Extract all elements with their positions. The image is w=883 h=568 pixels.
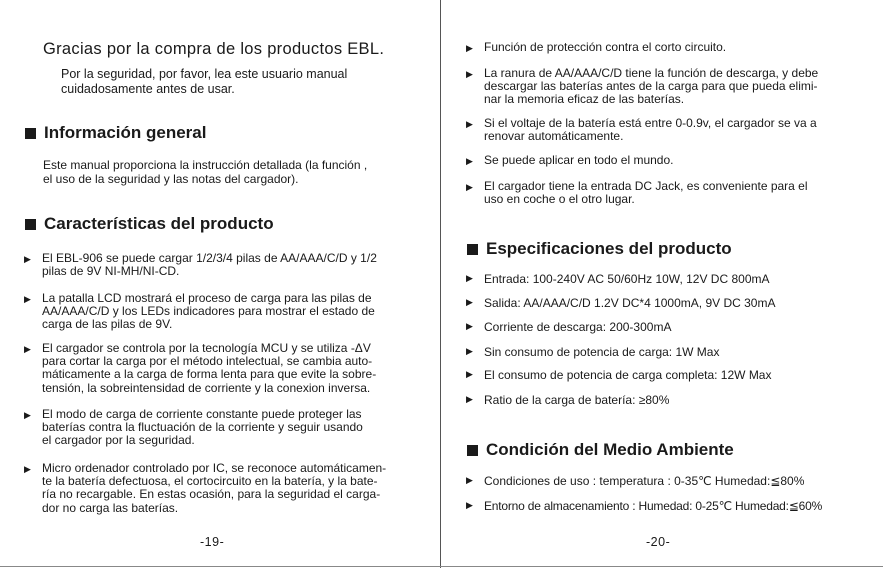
square-bullet-icon xyxy=(25,128,36,139)
spec-item xyxy=(466,368,772,382)
specs-heading xyxy=(467,239,732,259)
intro-line: Por la seguridad, por favor, lea este usuario manual xyxy=(61,67,348,81)
feature-line: Se puede aplicar en todo el mundo. xyxy=(484,153,674,167)
square-bullet-icon xyxy=(25,219,36,230)
intro-text xyxy=(61,67,347,96)
spec-item xyxy=(466,272,770,286)
triangle-bullet-icon: ▶ xyxy=(24,254,31,264)
triangle-bullet-icon: ▶ xyxy=(466,119,473,129)
triangle-bullet-icon: ▶ xyxy=(466,273,473,283)
triangle-bullet-icon: ▶ xyxy=(24,410,31,420)
page-19 xyxy=(0,0,440,568)
triangle-bullet-icon: ▶ xyxy=(466,346,473,356)
feature-line: el cargador por la seguridad. xyxy=(42,433,195,448)
heading-text: Características del producto xyxy=(44,214,274,233)
feature-line: ría no recargable. En estas ocasión, para la seguridad el carga- xyxy=(42,487,381,502)
triangle-bullet-icon: ▶ xyxy=(466,43,473,53)
general-text xyxy=(43,159,367,186)
spec-text: Ratio de la carga de batería: ≥80% xyxy=(484,393,670,407)
page-20 xyxy=(441,0,883,568)
env-item xyxy=(466,499,823,513)
feature-line: pilas de 9V NI-MH/NI-CD. xyxy=(42,264,180,279)
feature-line: El cargador tiene la entrada DC Jack, es conveniente para el xyxy=(484,179,808,193)
triangle-bullet-icon: ▶ xyxy=(466,369,473,379)
feature-line: tensión, la sobreintensidad de corriente y la conexion inversa. xyxy=(42,380,371,395)
page-number: -20- xyxy=(646,535,671,549)
triangle-bullet-icon: ▶ xyxy=(466,321,473,331)
feature-line: máticamente a la carga de forma lenta para que evite la sobre- xyxy=(42,367,377,382)
feature-item xyxy=(466,153,674,167)
feature-item xyxy=(24,291,375,332)
feature-item xyxy=(24,251,377,279)
thanks-line: Gracias por la compra de los productos EBL. xyxy=(43,40,385,58)
triangle-bullet-icon: ▶ xyxy=(24,344,31,354)
env-text: Condiciones de uso : temperatura : 0-35℃ Humedad:≦80% xyxy=(484,474,805,488)
feature-line: baterías contra la fluctuación de la corriente y seguir usando xyxy=(42,420,363,435)
env-item xyxy=(466,474,805,488)
spec-text: Salida: AA/AAA/C/D 1.2V DC*4 1000mA, 9V DC 30mA xyxy=(484,296,776,310)
heading-text: Condición del Medio Ambiente xyxy=(486,440,734,459)
spec-item xyxy=(466,345,720,359)
spec-item xyxy=(466,393,670,407)
feature-line: para cortar la carga por el método intelectual, se cambia auto- xyxy=(42,354,373,369)
feature-line: Micro ordenador controlado por IC, se reconoce automáticamen- xyxy=(42,461,387,475)
triangle-bullet-icon: ▶ xyxy=(24,464,31,474)
triangle-bullet-icon: ▶ xyxy=(466,297,473,307)
intro-line: cuidadosamente antes de usar. xyxy=(61,81,235,96)
spec-text: Corriente de descarga: 200-300mA xyxy=(484,320,672,334)
feature-item xyxy=(24,461,387,515)
heading-text: Especificaciones del producto xyxy=(486,239,732,258)
spec-text: Sin consumo de potencia de carga: 1W Max xyxy=(484,345,720,359)
env-text: Entorno de almacenamiento : Humedad: 0-25℃ Humedad:≦60% xyxy=(484,499,823,513)
feature-line: AA/AAA/C/D y los LEDs indicadores para mostrar el estado de xyxy=(42,304,375,319)
env-heading xyxy=(467,440,734,460)
para-line: el uso de la seguridad y las notas del cargador). xyxy=(43,171,299,186)
feature-item xyxy=(24,407,363,448)
heading-text: Información general xyxy=(44,123,207,142)
triangle-bullet-icon: ▶ xyxy=(24,294,31,304)
spec-item xyxy=(466,296,776,310)
square-bullet-icon xyxy=(467,244,478,255)
spec-text: El consumo de potencia de carga completa: 12W Max xyxy=(484,368,772,382)
page-number: -19- xyxy=(200,535,225,549)
feature-item xyxy=(466,116,817,144)
feature-line: te la batería defectuosa, el cortocircuito en la batería, y la bate- xyxy=(42,474,378,489)
feature-line: renovar automáticamente. xyxy=(484,129,624,144)
feature-line: descargar las baterías antes de la carga para que pueda elimi- xyxy=(484,79,818,94)
general-heading xyxy=(25,123,206,143)
feature-line: El cargador se controla por la tecnología MCU y se utiliza -ΔV xyxy=(42,341,371,355)
triangle-bullet-icon: ▶ xyxy=(466,69,473,79)
feature-line: Si el voltaje de la batería está entre 0-0.9v, el cargador se va a xyxy=(484,116,817,130)
feature-item xyxy=(466,40,727,54)
triangle-bullet-icon: ▶ xyxy=(466,475,473,485)
feature-line: El modo de carga de corriente constante puede proteger las xyxy=(42,407,362,421)
square-bullet-icon xyxy=(467,445,478,456)
feature-item xyxy=(466,179,808,207)
feature-line: nar la memoria eficaz de las baterías. xyxy=(484,92,685,107)
triangle-bullet-icon: ▶ xyxy=(466,500,473,510)
feature-line: uso en coche o el otro lugar. xyxy=(484,192,635,207)
features-heading xyxy=(25,214,274,234)
feature-line: Función de protección contra el corto circuito. xyxy=(484,40,727,54)
spec-text: Entrada: 100-240V AC 50/60Hz 10W, 12V DC 800mA xyxy=(484,272,770,286)
spec-item xyxy=(466,320,672,334)
triangle-bullet-icon: ▶ xyxy=(466,182,473,192)
triangle-bullet-icon: ▶ xyxy=(466,394,473,404)
feature-line: El EBL-906 se puede cargar 1/2/3/4 pilas de AA/AAA/C/D y 1/2 xyxy=(42,251,377,265)
feature-line: carga de las pilas de 9V. xyxy=(42,317,173,332)
feature-item xyxy=(24,341,377,395)
feature-line: dor no carga las baterías. xyxy=(42,500,179,515)
triangle-bullet-icon: ▶ xyxy=(466,156,473,166)
para-line: Este manual proporciona la instrucción detallada (la función , xyxy=(43,158,368,172)
feature-line: La ranura de AA/AAA/C/D tiene la función de descarga, y debe xyxy=(484,66,819,80)
feature-line: La patalla LCD mostrará el proceso de carga para las pilas de xyxy=(42,291,372,305)
feature-item xyxy=(466,66,819,107)
